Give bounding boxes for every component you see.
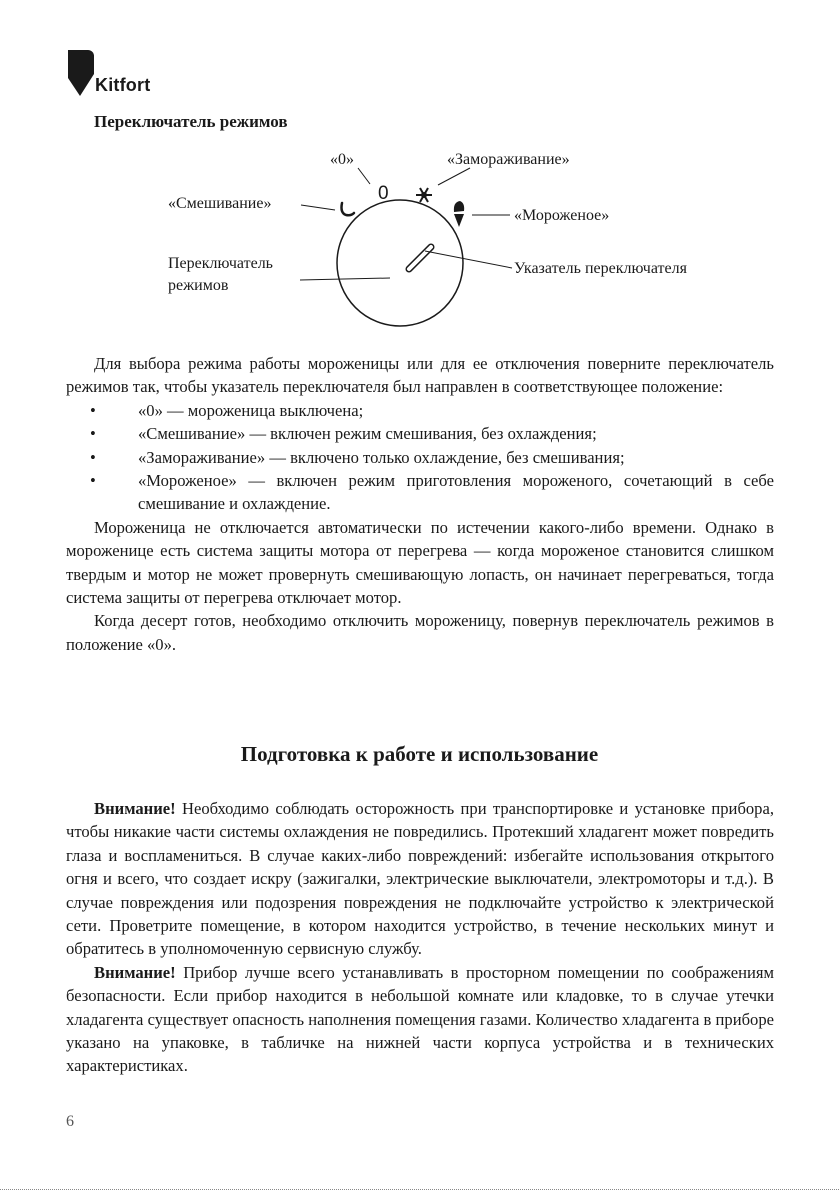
intro-paragraph: Для выбора режима работы мороженицы или для ее отключения поверните переключатель режимов так, чтобы указатель переключателя был направлен в соответствующее положение: <box>66 354 774 397</box>
warning-text: Прибор лучше всего устанавливать в просторном помещении по соображениям безопасности. Если прибор находится в небольшой комнате или кладовке, то в случае утечки хладагента существует опасность наполнения помещения газами. Количество хладагента в приборе указано на упаковке, в табличке на нижней части корпуса устройства и в технических характеристиках. <box>66 962 774 1076</box>
list-item: • «Смешивание» — включен режим смешивания, без охлаждения; <box>66 422 774 445</box>
section-heading: Подготовка к работе и использование <box>240 742 599 766</box>
leader-lines <box>300 168 512 280</box>
section-title: Переключатель режимов <box>94 112 288 131</box>
label-zero: «0» <box>330 151 354 168</box>
list-item: • «Мороженое» — включен режим приготовления мороженого, сочетающий в себе смешивание и охлаждение. <box>66 469 774 516</box>
page-edge-divider <box>0 1189 839 1190</box>
warning-text: Необходимо соблюдать осторожность при транспортировке и установке прибора, чтобы никакие части системы охлаждения не повредились. Протекший хладагент может повредить глаза и воспламениться. В случае каких-либо повреждений: избегайте использования открытого огня и всего, что создает искру (зажигалки, электрические выключатели, электромоторы и т.д.). В случае повреждения или подозрения повреждения не подключайте устройство к электрической сети. Проветрите помещение, в котором находится устройство, в течение нескольких минут и обратитесь в уполномоченную сервисную службу. <box>66 799 774 959</box>
list-item: • «0» — мороженица выключена; <box>66 399 774 422</box>
brand-name: Kitfort <box>95 75 151 95</box>
label-switch-line2: режимов <box>168 277 229 294</box>
snowflake-icon <box>416 188 432 202</box>
dessert-ready-paragraph: Когда десерт готов, необходимо отключить мороженицу, повернув переключатель режимов в положение «0». <box>66 611 774 654</box>
label-switch-line1: Переключатель <box>168 255 273 272</box>
label-icecream: «Мороженое» <box>514 207 610 224</box>
warning-label: Внимание! <box>94 799 176 818</box>
kitfort-logo-mark <box>66 48 96 98</box>
label-freeze: «Замораживание» <box>447 151 570 168</box>
ice-cream-icon <box>454 201 464 227</box>
auto-off-paragraph: Мороженица не отключается автоматически по истечении какого-либо времени. Однако в мороженице есть система защиты мотора от перегрева — когда мороженое становится слишком твердым и мотор не может провернуть смешивающую лопасть, он начинает перегреваться, тогда система защиты от перегрева отключает мотор. <box>66 517 774 608</box>
dial-pointer <box>409 247 431 269</box>
warning-paragraph-2 <box>66 961 774 1078</box>
kitfort-logo <box>66 48 176 100</box>
page-number: 6 <box>66 1113 74 1130</box>
dial-circle <box>337 200 463 326</box>
dial-zero-mark: 0 <box>378 183 389 204</box>
label-pointer: Указатель переключателя <box>514 260 687 277</box>
label-mix: «Смешивание» <box>168 195 272 212</box>
warning-paragraph-1 <box>66 797 774 961</box>
mode-switch-diagram <box>150 138 750 338</box>
list-item: • «Замораживание» — включено только охлаждение, без смешивания; <box>66 446 774 469</box>
warning-label: Внимание! <box>94 962 176 982</box>
warnings <box>66 797 774 1078</box>
mode-list <box>66 399 774 516</box>
mode-description <box>66 352 774 656</box>
mix-icon <box>342 203 355 215</box>
